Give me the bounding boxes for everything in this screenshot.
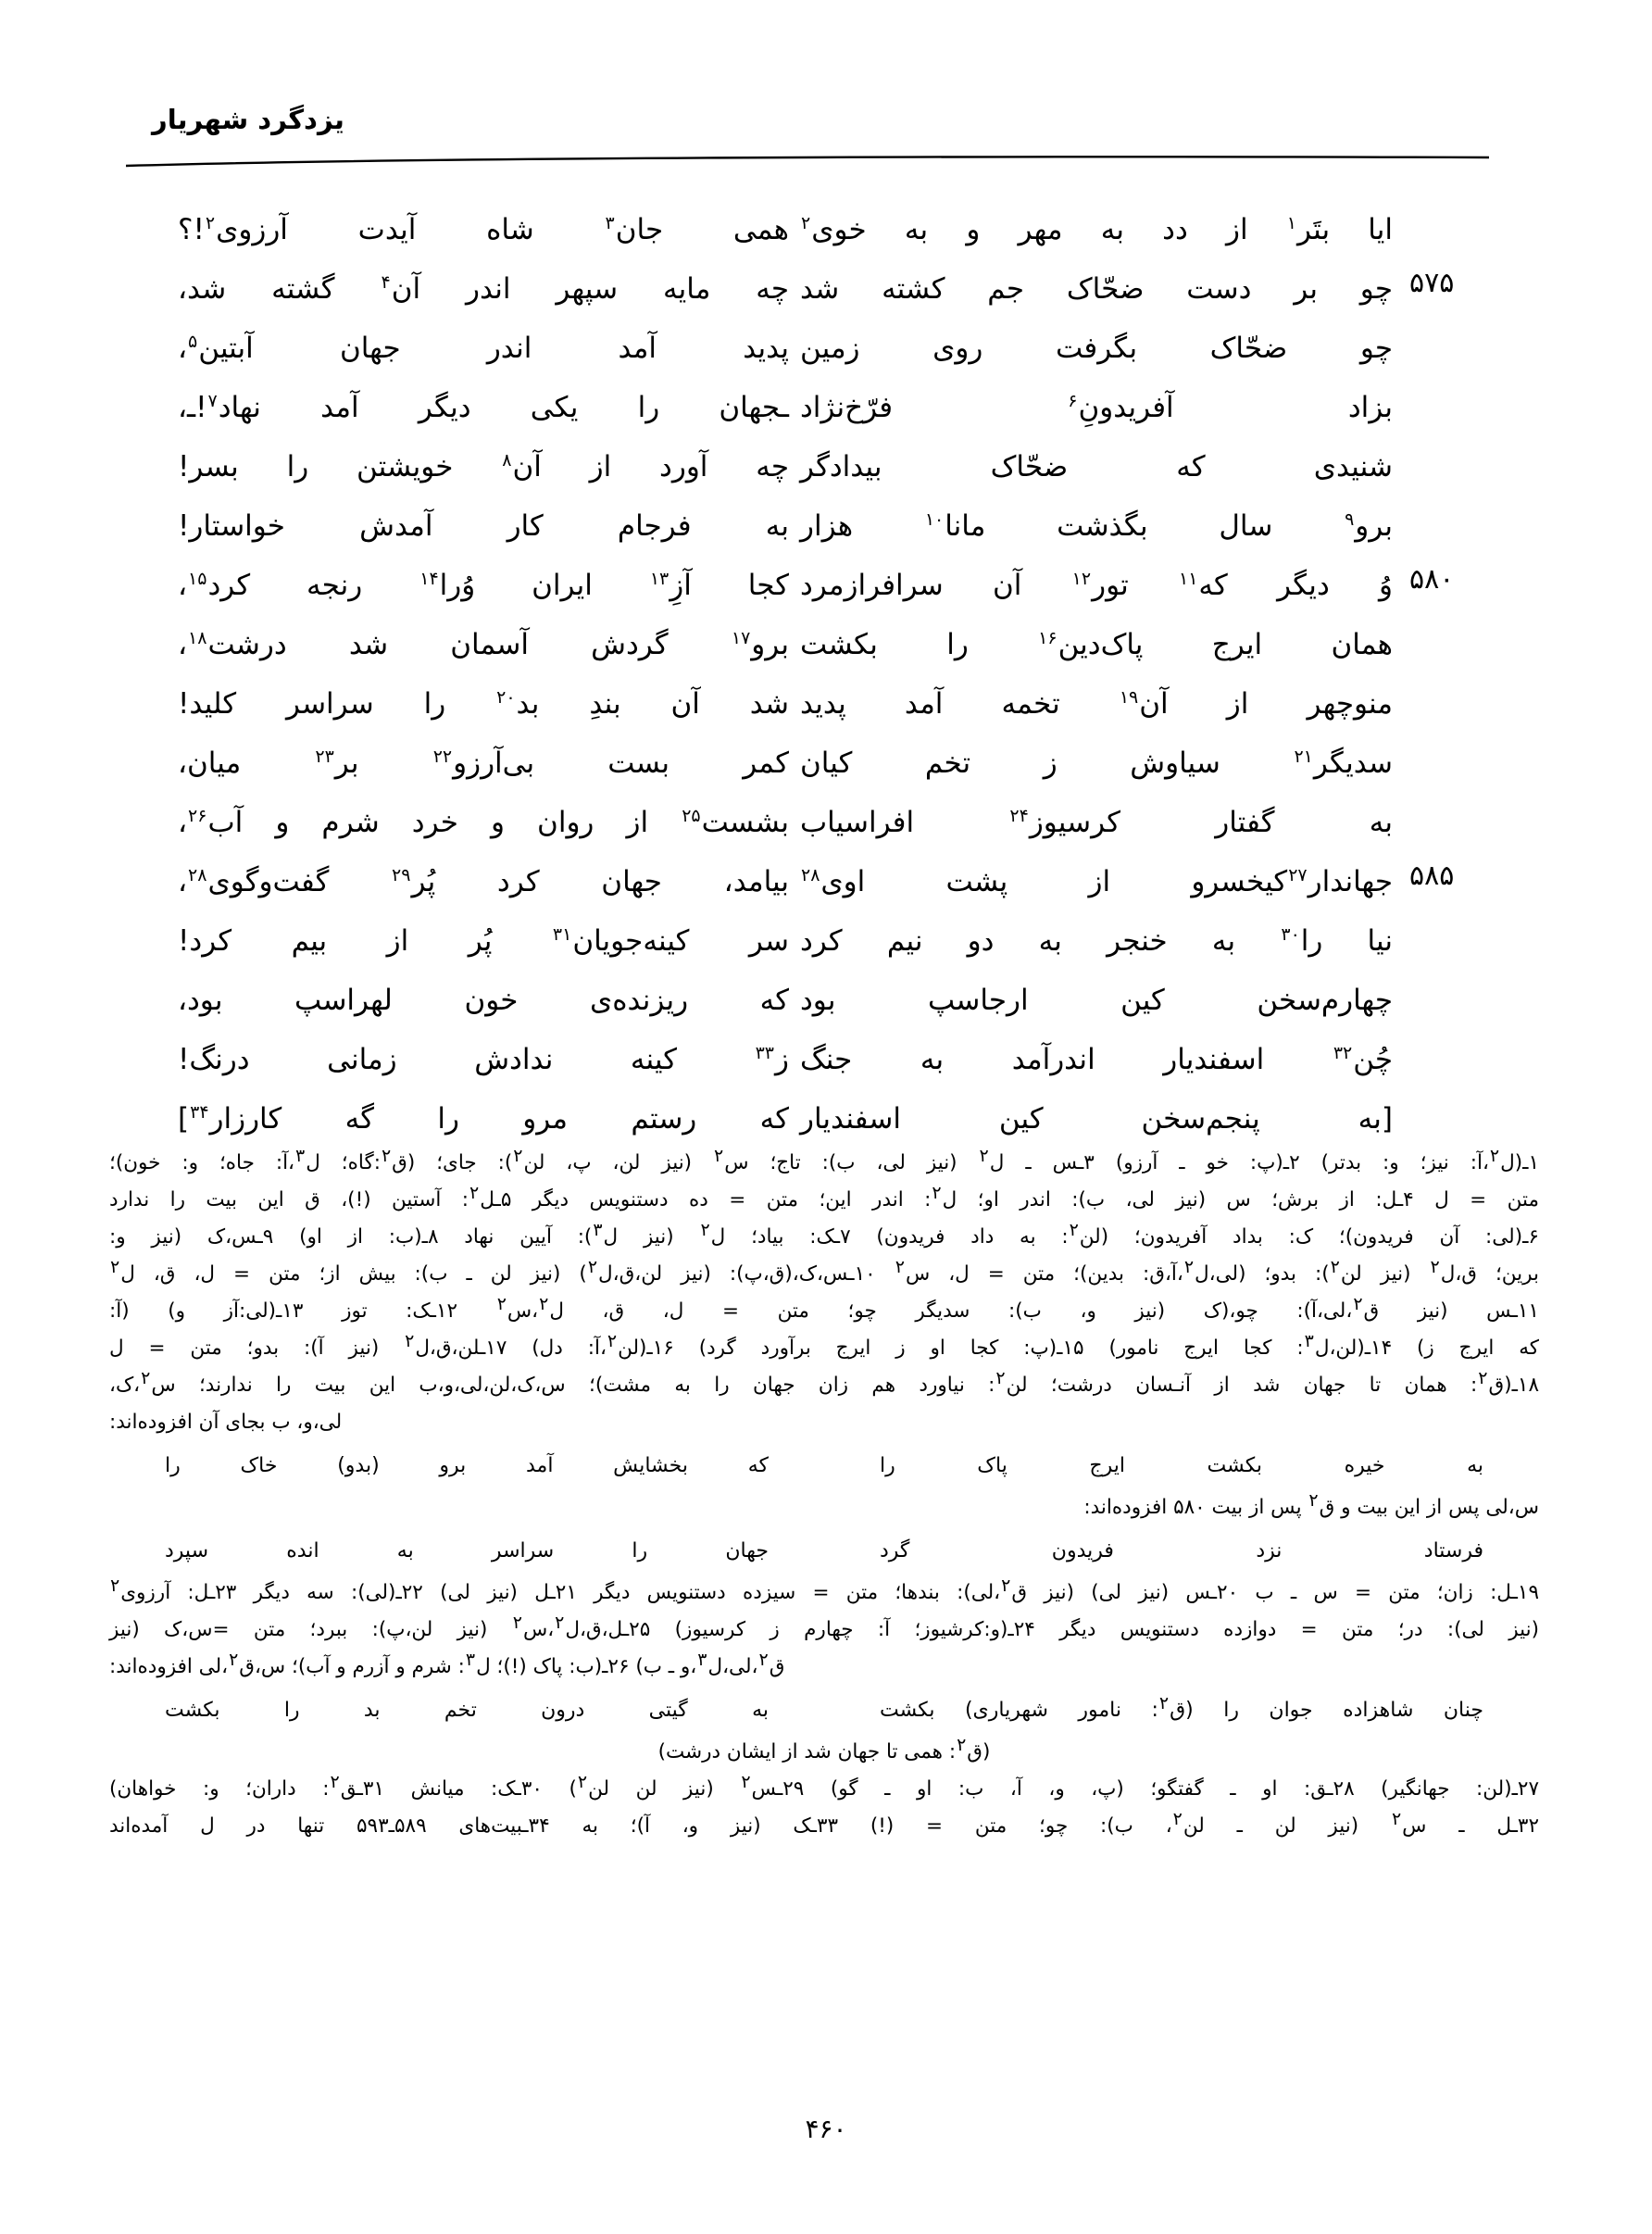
verse-row [128,498,1489,558]
apparatus-line: ۳۲ـل ـ س$^۲$ (نیز لن ـ لن$^۲$، ب): چو؛ متن = (!) ۳۳ـک (نیز و، آ)؛ به ۳۴ـبیت‌های ۵۸۹ـ۵۹۳ تنها در ل آمده‌اند [109,1808,1540,1838]
verse-row [128,735,1489,795]
verse-number [1400,676,1489,682]
hemistich-second: که رستم مرو را گه کارزار$^{۳۴}$] [178,1101,789,1136]
inserted-hemistich-first: چنان شاهزاده جوان را (ق$^۲$: نامور شهریاری) بکشت [880,1692,1483,1722]
apparatus-line: ۲۷ـ(لن: جهانگیر) ۲۸ـق: او ـ گفتگو؛ (پ، و، آ، ب: او ـ گو) ۲۹ـس$^۲$ (نیز لن لن$^۲$) ۳۰ـک: میانش ۳۱ـق$^۲$: داران؛ و: خواهان) [109,1771,1540,1801]
hemistich-first: ایا بتَر$^۱$ از دد به مهر و به خوی$^۲$ [801,212,1393,246]
verse-row [128,913,1489,973]
hemistich-first: به گفتار کرسیوز$^{۲۴}$ افراسیاب [800,805,1393,839]
inserted-hemistich-second: که بخشایش آمد برو (بدو) خاک را [165,1454,769,1477]
header-rule [126,156,1489,169]
apparatus-line: برین؛ ق،ل$^۲$ (نیز لن$^۲$): بدو؛ (لی،ل$^۲$،آ،ق: بدین)؛ متن = ل، س$^۲$ ۱۰ـس،ک،(ق،پ): (نیز لن،ق،ل$^۲$) (نیز لن ـ ب): بیش از؛ متن = ل، ق، ل$^۲$ [110,1256,1539,1286]
hemistich-second: چه آورد از آن$^۸$ خویشتن را بسر! [178,449,790,483]
verse-number [1400,617,1489,622]
apparatus-line: (نیز لی): در؛ متن = دوازده دستنویس دیگر ۲۴ـ(و:کرشیوز؛ آ: چهارم ز کرسیوز) ۲۵ـل،ق،ل$^۲$،س$^۲$ (نیز لن،پ): ببرد؛ متن =س،ک (نیز [109,1612,1540,1641]
verse-number: ۵۸۵ [1409,860,1455,892]
inserted-hemistich-first: به خیره بکشت ایرج پاک را [880,1454,1483,1477]
verse-row [128,558,1489,617]
apparatus-line: ق$^۲$،لی،ل$^۳$،و ـ ب) ۲۶ـ(ب: پاک (!)؛ ل$^۳$: شرم و آزرم و آب)؛ س،ق$^۲$،لی افزوده‌اند: [109,1649,785,1678]
hemistich-second: ز$^{۳۳}$ کینه ندادش زمانی درنگ! [178,1042,789,1076]
verse-number [1400,380,1489,385]
apparatus-leadin: س،لی پس از این بیت و ق$^۲$ پس از بیت ۵۸۰ افزوده‌اند: [1083,1489,1539,1519]
verse-row [128,1032,1489,1091]
hemistich-first: برو$^۹$ سال بگذشت مانا$^{۱۰}$ هزار [800,508,1393,543]
inserted-couplet [109,1530,1539,1573]
hemistich-first: همان ایرج پاک‌دین$^{۱۶}$ را بکشت [800,627,1393,661]
verse-number [1400,320,1489,326]
verse-body [128,202,1489,1150]
hemistich-second: سر کینه‌جویان$^{۳۱}$ پُر از بیم کرد! [178,923,789,958]
verse-row [128,617,1489,676]
hemistich-second: به فرجام کار آمدش خواستار! [178,509,789,543]
running-head-title: یزدگرد شهریار [152,104,344,135]
verse-row [128,1091,1489,1150]
hemistich-first: نیا را$^{۳۰}$ به خنجر به دو نیم کرد [800,923,1393,958]
verse-number [1400,973,1489,978]
hemistich-first: سدیگر$^{۲۱}$ سیاوش ز تخم کیان [800,746,1393,780]
hemistich-first: جهاندار$^{۲۷}$کیخسرو از پشت اوی$^{۲۸}$ [801,864,1393,898]
running-head [133,104,1504,135]
apparatus-line: ۱۸ـ(ق$^۲$: همان تا جهان شد از آنـسان درشت؛ لن$^۲$: نیاورد هم زان جهان را به مشت)؛ س،ک،لن،لی،و،ب این بیت را ندارند؛ س$^۲$،ک، [109,1367,1539,1397]
inserted-hemistich-second: به گیتی درون تخم بد را بکشت [165,1699,769,1722]
verse-row [128,795,1489,854]
verse-number [1400,795,1489,800]
apparatus-line: ۱۹ـل: زان؛ متن = س ـ ب ۲۰ـس (نیز لی) (نیز ق$^۲$،لی): بندها؛ متن = سیزده دستنویس دیگر ۲۱ـل (نیز لی) ۲۲ـ(لی): سه دیگر ۲۳ـل: آرزوی$^۲$ [110,1575,1539,1604]
verse-number: ۵۸۰ [1409,563,1455,596]
hemistich-first: چهارم‌سخن کین ارجاسپ بود [800,984,1393,1017]
hemistich-second: برو$^{۱۷}$ گردش آسمان شد درشت$^{۱۸}$، [178,627,789,661]
hemistich-first: بزاد آفریدونِ$^۶$ فرّخ‌نژاد [800,390,1393,424]
inserted-couplet [109,1689,1539,1732]
verse-number [1400,735,1489,741]
inserted-couplet [109,1445,1539,1487]
hemistich-first: شنیدی که ضحّاک بیدادگر [800,450,1393,483]
apparatus-line: لی،و، ب بجای آن افزوده‌اند: [109,1411,343,1434]
hemistich-second: شد آن بندِ بد$^{۲۰}$ را سراسر کلید! [178,686,789,721]
verse-number [1400,913,1489,919]
hemistich-second: بشست$^{۲۵}$ از روان و خرد شرم و آب$^{۲۶}$، [178,805,789,839]
critical-apparatus [109,1145,1539,1845]
verse-row [128,854,1489,913]
hemistich-first: وُ دیگر که$^{۱۱}$ تور$^{۱۲}$ آن سرافرازمرد [800,568,1393,602]
hemistich-second: کمر بست بی‌آرزو$^{۲۲}$ بر$^{۲۳}$ میان، [178,746,789,780]
verse-row [128,202,1489,261]
apparatus-line: متن = ل ۴ـل: از برش؛ س (نیز لی، ب): اندر او؛ ل$^۲$: اندر این؛ متن = ده دستنویس دیگر ۵ـل$^۲$: آستین (!)، ق این بیت را ندارد [109,1182,1539,1211]
hemistich-first: چُن$^{۳۲}$ اسفندیار اندرآمد به جنگ [800,1042,1393,1076]
hemistich-first: منوچهر از آن$^{۱۹}$ تخمه آمد پدید [800,686,1393,721]
hemistich-first: [به پنجم‌سخن کین اسفندیار [800,1102,1393,1136]
hemistich-second: چه مایه سپهر اندر آن$^۴$ گشته شد، [178,271,789,306]
verse-number [1400,439,1489,445]
apparatus-line: که ایرج ز) ۱۴ـ(لن،ل$^۳$: کجا ایرج نامور) ۱۵ـ(پ: کجا او ز ایرج برآورد گرد) ۱۶ـ(لن$^۲$،آ: دل) ۱۷ـلن،ق،ل$^۲$ (نیز آ): بدو؛ متن = ل [109,1330,1539,1360]
verse-row [128,676,1489,735]
apparatus-line: ۱ـ(ل$^۲$،آ: نیز؛ و: بدتر) ۲ـ(پ: خو ـ آرزو) ۳ـس ـ ل$^۲$ (نیز لی، ب): تاج؛ س$^۲$ (نیز لن، پ، لن$^۲$): جای؛ (ق$^۲$:گاه؛ ل$^۳$،آ: جاه؛ و: خون)؛ [109,1145,1540,1174]
hemistich-first: چو ضحّاک بگرفت روی زمین [800,332,1393,365]
verse-row [128,380,1489,439]
verse-number: ۵۷۵ [1409,267,1455,299]
verse-number [1400,498,1489,504]
hemistich-second: ـجهان را یکی دیگر آمد نهاد$^۷$!ـ، [178,390,789,424]
inserted-hemistich-second: جهان را سراسر به انده سپرد [165,1539,769,1563]
verse-number [1400,202,1489,207]
inserted-variant-note: (ق$^۲$: همی تا جهان شد از ایشان درشت) [657,1734,991,1763]
hemistich-second: کجا آزِ$^{۱۳}$ ایران وُرا$^{۱۴}$ رنجه کرد$^{۱۵}$، [178,568,789,602]
hemistich-second: همی جان$^۳$ شاه آیدت آرزوی$^۲$!؟ [178,212,789,246]
inserted-hemistich-first: فرستاد نزد فریدون گرد [880,1539,1483,1563]
verse-number [1400,1032,1489,1037]
verse-number [1400,1091,1489,1097]
apparatus-line: ۶ـ(لی: آن فریدون)؛ ک: بداد آفریدون؛ (لن$^۲$: به داد فریدون) ۷ـک: بیاد؛ ل$^۲$ (نیز ل$^۳$): آیین نهاد ۸ـ(ب: از او) ۹ـس،ک (نیز و: [109,1219,1539,1249]
hemistich-second: پدید آمد اندر جهان آبتین$^۵$، [178,331,789,365]
hemistich-first: چو بر دست ضحّاک جم کشته شد [800,272,1393,306]
verse-row [128,439,1489,498]
verse-row [128,973,1489,1032]
verse-row [128,261,1489,320]
hemistich-second: که ریزنده‌ی خون لهراسپ بود، [178,984,789,1017]
apparatus-line: ۱۱ـس (نیز ق$^۲$،لی،آ): چو،(ک (نیز و، ب): سدیگر چو؛ متن = ل، ق، ل$^۲$،س$^۲$ ۱۲ـک: توز ۱۳ـ(لی:آز و) (آ: [109,1293,1539,1323]
verse-row [128,320,1489,380]
hemistich-second: بیامد، جهان کرد پُر$^{۲۹}$ گفت‌وگوی$^{۲۸}$، [178,864,789,898]
folio-number: ۴۶۰ [805,2114,847,2144]
